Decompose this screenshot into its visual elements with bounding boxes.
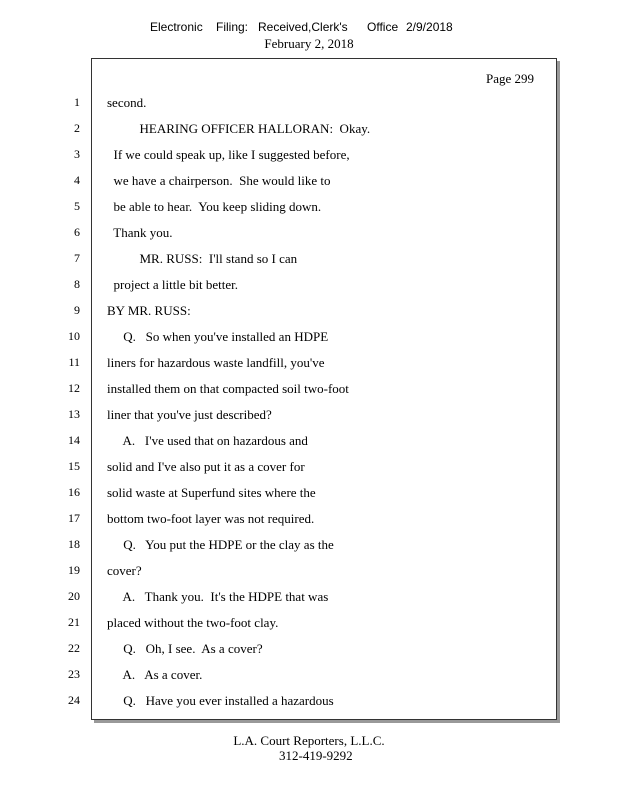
transcript-line-text: MR. RUSS: I'll stand so I can [107, 251, 298, 266]
footer-company: L.A. Court Reporters, L.L.C. [233, 733, 385, 748]
line-number: 3 [74, 147, 80, 161]
line-number: 8 [74, 277, 80, 291]
transcript-line-text: HEARING OFFICER HALLORAN: Okay. [107, 121, 371, 136]
line-number: 10 [68, 329, 80, 343]
footer-phone: 312-419-9292 [279, 748, 353, 763]
line-number: 15 [68, 459, 80, 473]
transcript-line-text: solid and I've also put it as a cover for [107, 459, 305, 474]
stamp-office: Office [367, 20, 399, 34]
transcript-line-text: bottom two-foot layer was not required. [107, 511, 315, 526]
transcript-line-text: Q. Oh, I see. As a cover? [107, 641, 263, 656]
stamp-date: 2/9/2018 [406, 20, 453, 34]
transcript-line-text: liner that you've just described? [107, 407, 272, 422]
line-number: 21 [68, 615, 80, 629]
line-number: 22 [68, 641, 80, 655]
transcript-line-text: we have a chairperson. She would like to [107, 173, 331, 188]
page-number: Page 299 [486, 71, 535, 86]
transcript-line-text: A. As a cover. [107, 667, 203, 682]
transcript-line-text: cover? [107, 563, 142, 578]
line-number: 1 [74, 95, 80, 109]
line-number: 20 [68, 589, 80, 603]
transcript-date: February 2, 2018 [264, 36, 354, 51]
line-number: 5 [74, 199, 80, 213]
line-number: 14 [68, 433, 80, 447]
line-number: 4 [74, 173, 80, 187]
line-number: 17 [68, 511, 80, 525]
line-number: 19 [68, 563, 80, 577]
transcript-line-text: Q. Have you ever installed a hazardous [107, 693, 334, 708]
transcript-line-text: A. Thank you. It's the HDPE that was [107, 589, 329, 604]
line-number: 12 [68, 381, 80, 395]
line-number: 16 [68, 485, 80, 499]
transcript-line-text: be able to hear. You keep sliding down. [107, 199, 322, 214]
transcript-line-text: A. I've used that on hazardous and [107, 433, 308, 448]
transcript-line-text: placed without the two-foot clay. [107, 615, 279, 630]
transcript-line-text: installed them on that compacted soil two-foot [107, 381, 349, 396]
transcript-line-text: project a little bit better. [107, 277, 239, 292]
line-number: 24 [68, 693, 80, 707]
transcript-line-text: Thank you. [107, 225, 173, 240]
transcript-line-text: solid waste at Superfund sites where the [107, 485, 316, 500]
stamp-filing: Filing: [216, 20, 249, 34]
transcript-line-text: Q. So when you've installed an HDPE [107, 329, 329, 344]
line-number: 6 [74, 225, 80, 239]
transcript-line-text: liners for hazardous waste landfill, you've [107, 355, 325, 370]
line-number: 9 [74, 303, 80, 317]
transcript-line-text: If we could speak up, like I suggested before, [107, 147, 350, 162]
line-number: 18 [68, 537, 80, 551]
transcript-line-text: second. [107, 95, 147, 110]
transcript-line-text: Q. You put the HDPE or the clay as the [107, 537, 334, 552]
transcript-line-text: BY MR. RUSS: [107, 303, 191, 318]
stamp-electronic: Electronic [150, 20, 203, 34]
line-number: 13 [68, 407, 80, 421]
line-number: 7 [74, 251, 80, 265]
line-number: 2 [74, 121, 80, 135]
stamp-received: Received,Clerk's [258, 20, 348, 34]
line-number: 23 [68, 667, 80, 681]
line-number: 11 [68, 355, 80, 369]
